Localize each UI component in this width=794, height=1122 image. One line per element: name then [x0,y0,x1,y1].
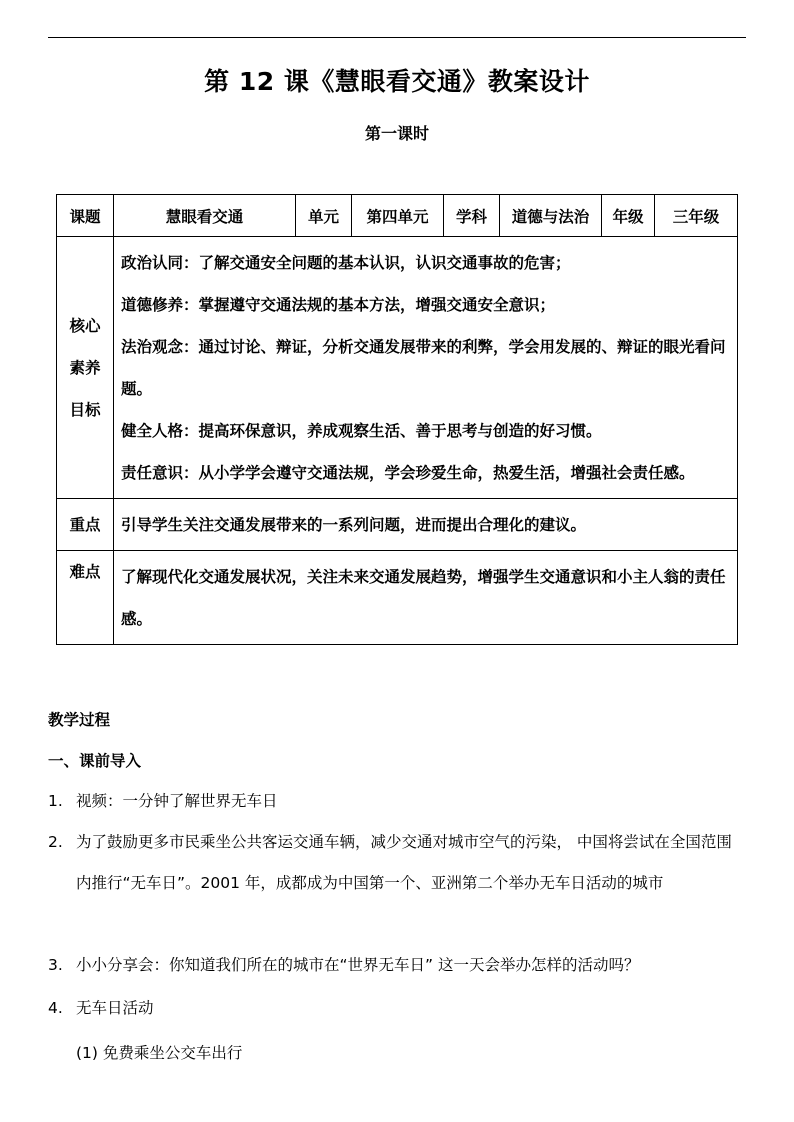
label-difficult-point: 难点 [57,551,114,645]
list-item: 3. 小小分享会：你知道我们所在的城市在“世界无车日” 这一天会举办怎样的活动吗？ [48,956,640,974]
core-goals-content [114,237,738,499]
label-core-goals: 核心 素养 目标 [57,237,114,499]
label-topic: 课题 [57,195,114,237]
goal-item: 道德修养：掌握遵守交通法规的基本方法，增强交通安全意识； [121,296,556,314]
list-item: 4. 无车日活动 [48,999,154,1017]
process-heading: 教学过程 [48,711,111,729]
goal-item: 健全人格：提高环保意识，养成观察生活、善于思考与创造的好习惯。 [121,422,602,440]
table-row-key-point [57,499,738,551]
label-subject: 学科 [444,195,500,237]
list-item: 1. 视频：一分钟了解世界无车日 [48,792,278,810]
list-item: 2. 为了鼓励更多市民乘坐公共客运交通车辆，减少交通对城市空气的污染， 中国将尝试在全国范围内推行“无车日”。2001 年，成都成为中国第一个、亚洲第二个举办无车日活动的城市 [48,833,732,892]
sub-list-item: (1) 免费乘坐公交车出行 [76,1044,243,1062]
key-point-content: 引导学生关注交通发展带来的一系列问题，进而提出合理化的建议。 [114,499,738,551]
header-rule [48,37,746,38]
value-topic: 慧眼看交通 [114,195,296,237]
difficult-point-content: 了解现代化交通发展状况，关注未来交通发展趋势，增强学生交通意识和小主人翁的责任感。 [114,551,738,645]
label-grade: 年级 [602,195,655,237]
value-subject: 道德与法治 [500,195,602,237]
lesson-info-table [56,194,738,645]
label-unit: 单元 [296,195,352,237]
value-grade: 三年级 [655,195,738,237]
table-row-core-goals [57,237,738,499]
page-subtitle: 第一课时 [364,124,429,143]
label-key-point: 重点 [57,499,114,551]
page-title: 第 12 课《慧眼看交通》教案设计 [204,67,590,96]
value-unit: 第四单元 [352,195,444,237]
goal-item: 法治观念：通过讨论、辩证，分析交通发展带来的利弊，学会用发展的、辩证的眼光看问题。 [121,338,726,398]
table-row-header [57,195,738,237]
table-row-difficult-point [57,551,738,645]
goal-item: 政治认同：了解交通安全问题的基本认识，认识交通事故的危害； [121,254,571,272]
section-heading-intro: 一、课前导入 [48,752,142,770]
goal-item: 责任意识：从小学学会遵守交通法规，学会珍爱生命，热爱生活，增强社会责任感。 [121,464,695,482]
